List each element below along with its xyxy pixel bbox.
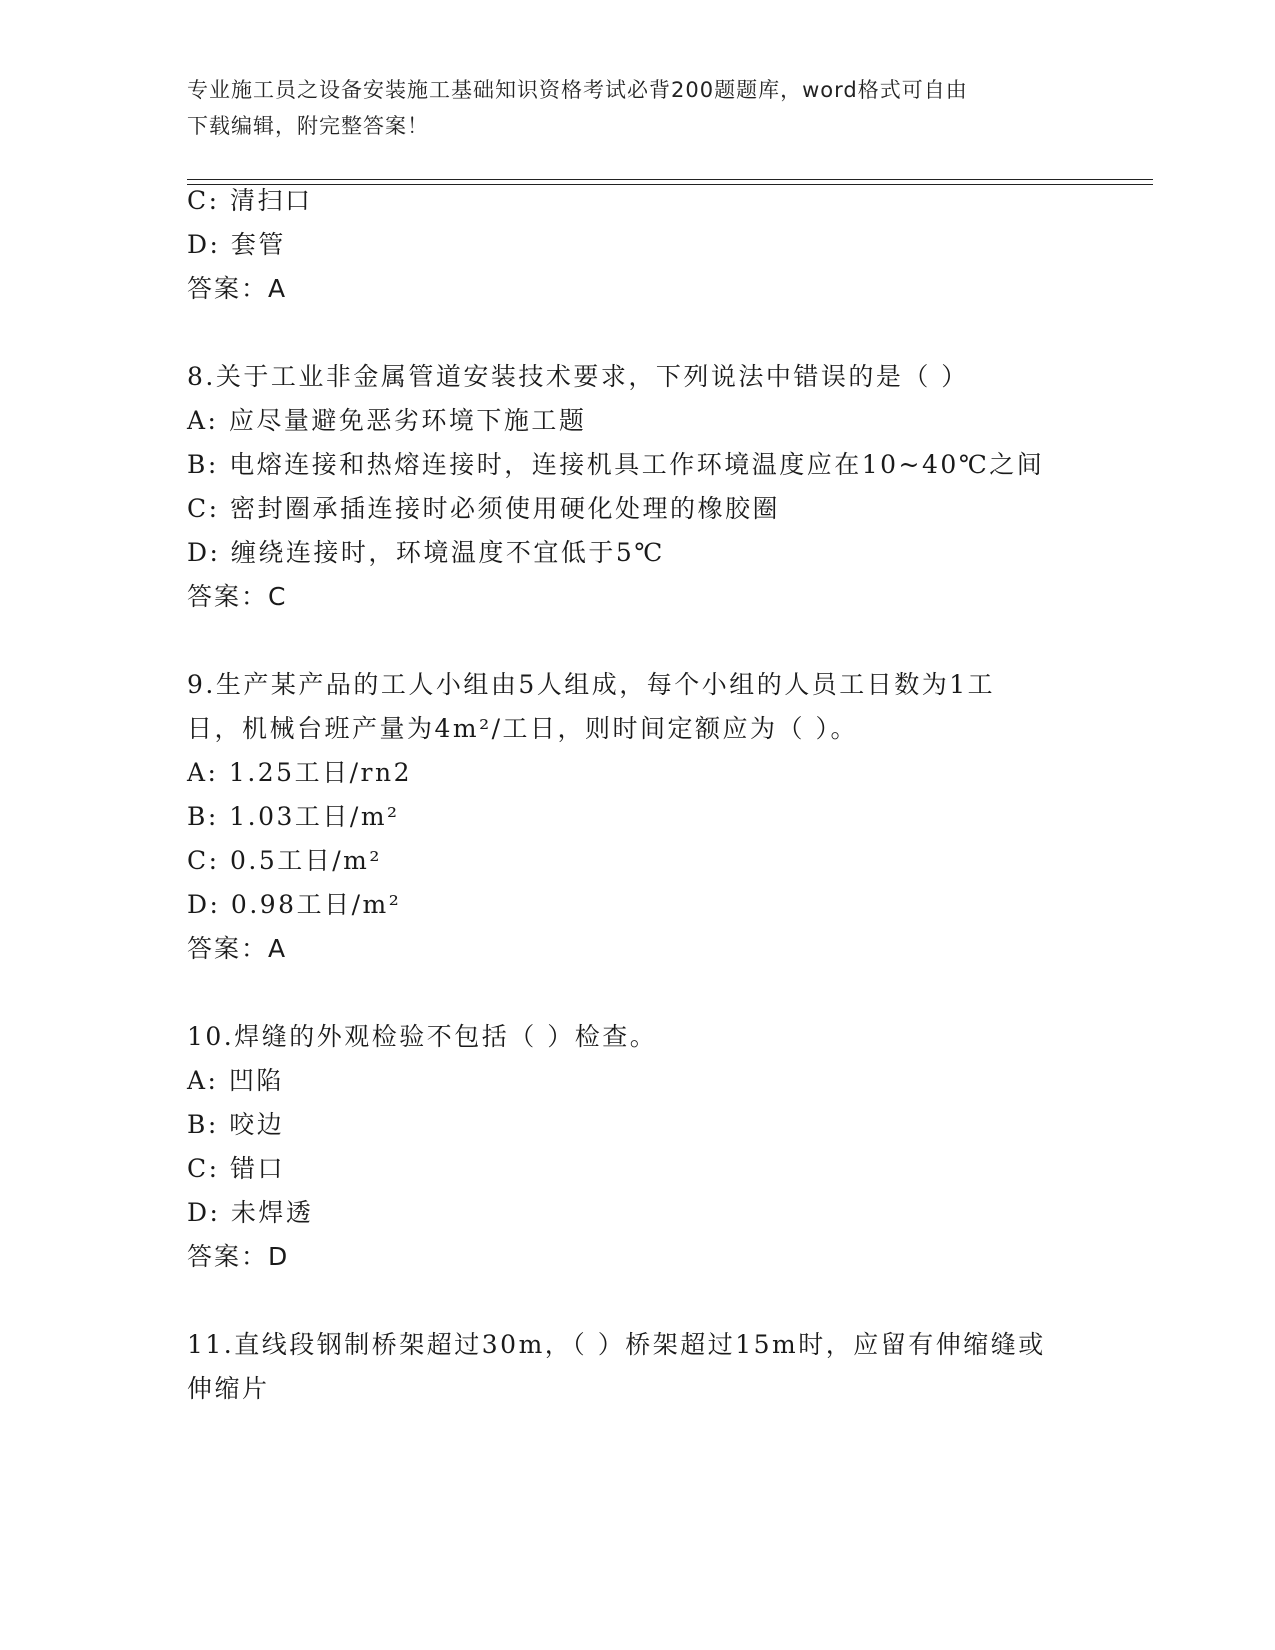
q9-option-a: A: 1.25工日/rn2	[187, 758, 412, 787]
q10-question: 10.焊缝的外观检验不包括（ ）检查。	[187, 1022, 658, 1051]
q10-answer: 答案：D	[187, 1242, 290, 1271]
q9-question-line-2: 日，机械台班产量为4m²/工日，则时间定额应为（ ）。	[187, 714, 859, 743]
q7-option-d: D: 套管	[187, 230, 286, 259]
q10-option-a: A: 凹陷	[187, 1066, 284, 1095]
header-divider-bottom	[187, 184, 1153, 185]
header-divider-top	[187, 179, 1153, 180]
q7-option-c: C: 清扫口	[187, 186, 313, 215]
q7-answer: 答案：A	[187, 274, 288, 303]
document-header	[187, 72, 1087, 144]
q8-option-a: A: 应尽量避免恶劣环境下施工题	[187, 406, 587, 435]
q9-option-c: C: 0.5工日/m²	[187, 846, 382, 875]
q8-option-c: C: 密封圈承插连接时必须使用硬化处理的橡胶圈	[187, 494, 780, 523]
q10-option-d: D: 未焊透	[187, 1198, 314, 1227]
q8-option-b: B: 电熔连接和热熔连接时，连接机具工作环境温度应在10~40℃之间	[187, 450, 1045, 479]
q11-question-line-2: 伸缩片	[187, 1374, 270, 1403]
header-line-1: 专业施工员之设备安装施工基础知识资格考试必背200题题库，word格式可自由	[187, 78, 968, 102]
q9-question-line-1: 9.生产某产品的工人小组由5人组成，每个小组的人员工日数为1工	[187, 670, 996, 699]
q8-option-d: D: 缠绕连接时，环境温度不宜低于5℃	[187, 538, 665, 567]
q8-answer: 答案：C	[187, 582, 288, 611]
q10-option-b: B: 咬边	[187, 1110, 285, 1139]
q11-question-line-1: 11.直线段钢制桥架超过30m，（ ）桥架超过15m时，应留有伸缩缝或	[187, 1330, 1046, 1359]
q9-option-b: B: 1.03工日/m²	[187, 802, 400, 831]
q10-option-c: C: 错口	[187, 1154, 285, 1183]
header-line-2: 下载编辑，附完整答案！	[187, 114, 429, 138]
q8-question: 8.关于工业非金属管道安装技术要求，下列说法中错误的是（ ）	[187, 362, 969, 391]
q9-option-d: D: 0.98工日/m²	[187, 890, 402, 919]
q9-answer: 答案：A	[187, 934, 288, 963]
